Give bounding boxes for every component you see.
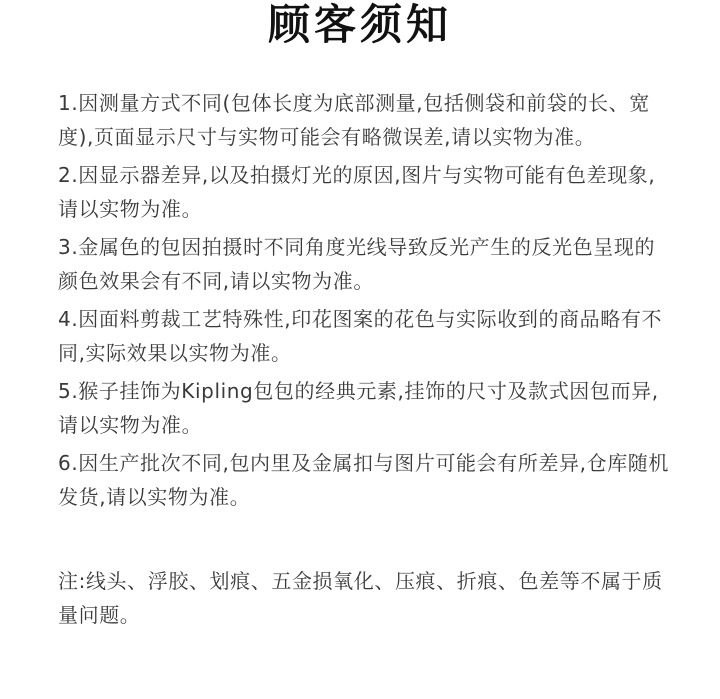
notice-item-1: 1.因测量方式不同(包体长度为底部测量,包括侧袋和前袋的长、宽度),页面显示尺寸与实物可能会有略微误差,请以实物为准。	[58, 91, 650, 149]
notice-list	[58, 86, 674, 518]
footer-note: 注:线头、浮胶、划痕、五金损氧化、压痕、折痕、色差等不属于质量问题。	[58, 569, 663, 627]
notice-item-5: 5.猴子挂饰为Kipling包包的经典元素,挂饰的尺寸及款式因包而异,请以实物为准。	[58, 379, 659, 437]
notice-item-2: 2.因显示器差异,以及拍摄灯光的原因,图片与实物可能有色差现象,请以实物为准。	[58, 163, 656, 221]
page-title: 顾客须知	[267, 0, 452, 49]
notice-item-6: 6.因生产批次不同,包内里及金属扣与图片可能会有所差异,仓库随机发货,请以实物为准。	[58, 451, 669, 509]
notice-item-3: 3.金属色的包因拍摄时不同角度光线导致反光产生的反光色呈现的颜色效果会有不同,请以实物为准。	[58, 235, 656, 293]
notice-item-4: 4.因面料剪裁工艺特殊性,印花图案的花色与实际收到的商品略有不同,实际效果以实物为准。	[58, 307, 663, 365]
